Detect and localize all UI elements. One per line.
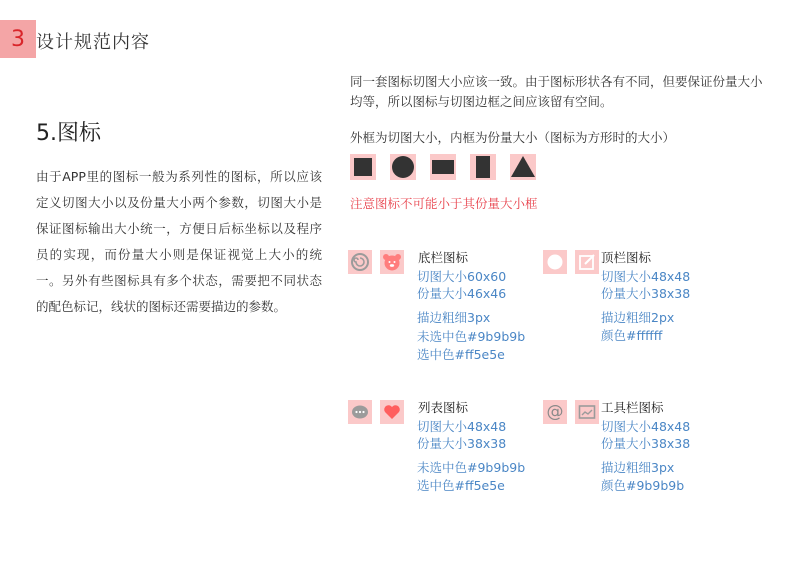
at-sign-icon: @ [543, 400, 567, 424]
tall-rect-example [470, 154, 496, 180]
section-title: 5.图标 [36, 121, 101, 146]
toolbar-cut-size: 切图大小48x48 [601, 419, 691, 434]
square-example [350, 154, 376, 180]
toolbar-weight-size: 份量大小38x38 [601, 436, 691, 451]
top-bar-color: 颜色#ffffff [601, 328, 663, 343]
bottom-bar-cut-size: 切图大小60x60 [417, 269, 507, 284]
bottom-bar-unselected: 未选中色#9b9b9b [417, 329, 526, 344]
top-bar-weight-size: 份量大小38x38 [601, 286, 691, 301]
toolbar-group [543, 400, 743, 500]
page-title: 设计规范内容 [36, 32, 150, 53]
frame-note: 外框为切图大小，内框为份量大小（图标为方形时的大小） [350, 130, 676, 145]
list-group [348, 400, 538, 500]
list-title: 列表图标 [418, 400, 469, 415]
heart-icon [380, 400, 404, 424]
toolbar-color: 颜色#9b9b9b [601, 478, 685, 493]
top-bar-title: 顶栏图标 [601, 250, 652, 265]
toolbar-title: 工具栏图标 [601, 400, 664, 415]
bear-face-icon [380, 250, 404, 274]
bottom-bar-stroke: 描边粗细3px [417, 310, 491, 325]
bottom-bar-selected: 选中色#ff5e5e [417, 347, 505, 362]
bottom-bar-weight-size: 份量大小46x46 [417, 286, 507, 301]
chat-bubble-icon [348, 400, 372, 424]
warning-note: 注意图标不可能小于其份量大小框 [350, 196, 538, 211]
shape-examples [350, 154, 536, 180]
section-number: 3 [0, 20, 36, 58]
list-unselected: 未选中色#9b9b9b [417, 460, 526, 475]
wide-rect-example [430, 154, 456, 180]
top-bar-stroke: 描边粗细2px [601, 310, 675, 325]
intro-paragraph: 由于APP里的图标一般为系列性的图标，所以应该定义切图大小以及份量大小两个参数，切图大小是保证图标输出大小统一，方便日后标坐标以及程序员的实现，而份量大小则是保证视觉上大小的统一。另外有些图标具有多个状态，需要把不同状态的配色标记，线状的图标还需要描边的参数。 [36, 169, 322, 314]
top-bar-group [543, 250, 743, 350]
list-cut-size: 切图大小48x48 [417, 419, 507, 434]
toolbar-stroke: 描边粗细3px [601, 460, 675, 475]
spiral-icon [348, 250, 372, 274]
circle-icon [543, 250, 567, 274]
circle-example [390, 154, 416, 180]
list-weight-size: 份量大小38x38 [417, 436, 507, 451]
top-bar-cut-size: 切图大小48x48 [601, 269, 691, 284]
bottom-bar-group [348, 250, 538, 370]
bottom-bar-title: 底栏图标 [418, 250, 469, 265]
list-selected: 选中色#ff5e5e [417, 478, 505, 493]
consistency-note: 同一套图标切图大小应该一致。由于图标形状各有不同，但要保证份量大小均等，所以图标与切图边框之间应该留有空间。 [350, 74, 763, 109]
triangle-example [510, 154, 536, 180]
image-icon [575, 400, 599, 424]
edit-icon [575, 250, 599, 274]
